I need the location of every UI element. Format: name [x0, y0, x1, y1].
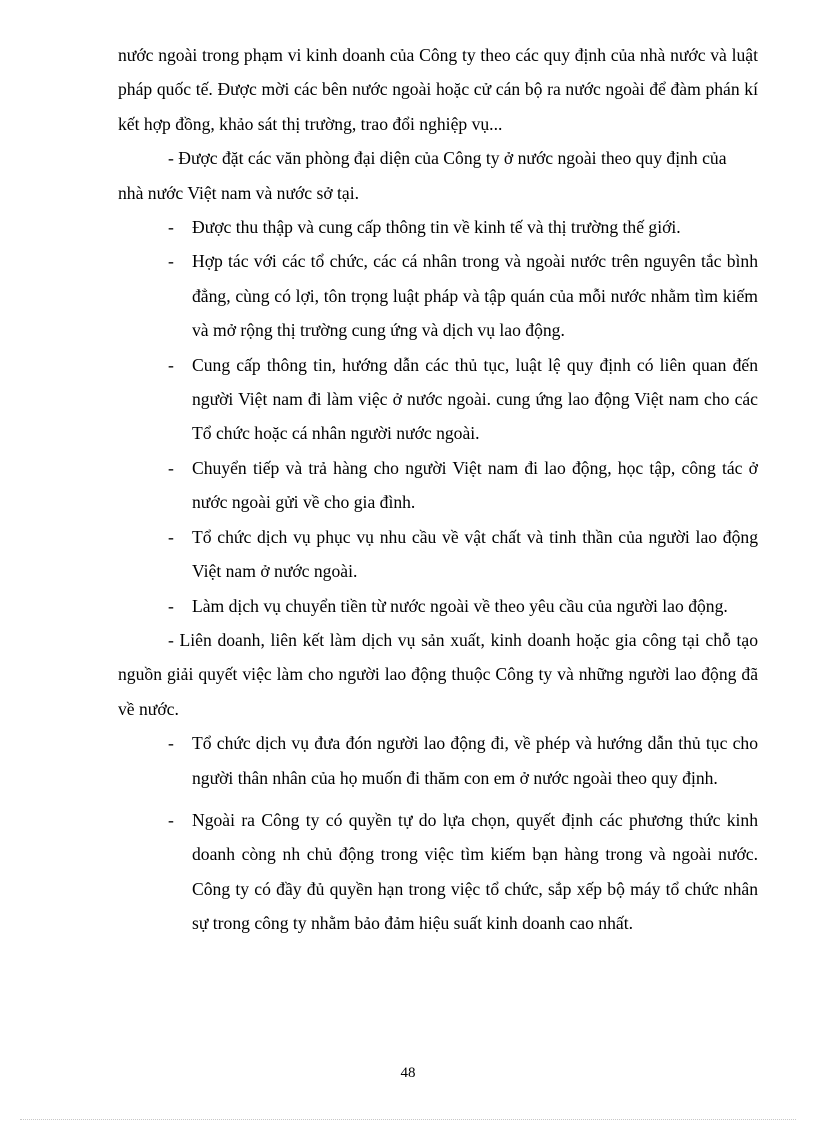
bullet-dash: -	[168, 457, 174, 478]
bullet-dash: -	[168, 217, 174, 238]
bullet-dash: -	[168, 251, 174, 272]
bullet-dash: -	[168, 733, 174, 754]
list-item-text: Tổ chức dịch vụ phục vụ nhu cầu về vật chất và tinh thần của người lao động Việt nam ở nước ngoài.	[192, 526, 758, 582]
list-item-text: Được thu thập và cung cấp thông tin về kinh tế và thị trường thế giới.	[192, 217, 681, 238]
list-item	[118, 726, 758, 795]
list-item	[118, 803, 758, 941]
bullet-dash: -	[168, 526, 174, 547]
document-body	[118, 38, 758, 941]
paragraph-continuation: nước ngoài trong phạm vi kinh doanh của Công ty theo các quy định của nhà nước và luật pháp quốc tế. Được mời các bên nước ngoài hoặc cử cán bộ ra nước ngoài để đàm phán kí kết hợp đồng, khảo sát thị trường, trao đổi nghiệp vụ...	[118, 45, 758, 134]
list-item	[118, 348, 758, 451]
list-item-text: Làm dịch vụ chuyển tiền từ nước ngoài về theo yêu cầu của người lao động.	[192, 595, 728, 616]
footer-divider	[20, 1119, 796, 1120]
list-item-text: Chuyển tiếp và trả hàng cho người Việt nam đi lao động, học tập, công tác ở nước ngoài gửi về cho gia đình.	[192, 457, 758, 513]
paragraph-representative-offices: - Được đặt các văn phòng đại diện của Công ty ở nước ngoài theo quy định của	[168, 148, 727, 169]
list-item	[118, 589, 758, 623]
bullet-dash: -	[168, 595, 174, 616]
page-number: 48	[400, 1065, 416, 1081]
list-item-text: Ngoài ra Công ty có quyền tự do lựa chọn, quyết định các phương thức kinh doanh còng nh chủ động trong việc tìm kiếm bạn hàng trong và ngoài nước. Công ty có đầy đủ quyền hạn trong việc tổ chức, sắp xếp bộ máy tổ chức nhân sự trong công ty nhằm bảo đảm hiệu suất kinh doanh cao nhất.	[192, 809, 758, 934]
bullet-dash: -	[168, 809, 174, 830]
list-item	[118, 210, 758, 244]
paragraph-continuation-2: nhà nước Việt nam và nước sở tại.	[118, 182, 360, 203]
list-item-text: Hợp tác với các tổ chức, các cá nhân trong và ngoài nước trên nguyên tắc bình đẳng, cùng có lợi, tôn trọng luật pháp và tập quán của mỗi nước nhằm tìm kiếm và mở rộng thị trường cung ứng và dịch vụ lao động.	[192, 251, 758, 341]
list-item	[118, 451, 758, 520]
list-item-text: Cung cấp thông tin, hướng dẫn các thủ tục, luật lệ quy định có liên quan đến người Việt nam đi làm việc ở nước ngoài. cung ứng lao động Việt nam cho các Tổ chức hoặc cá nhân người nước ngoài.	[192, 354, 758, 444]
list-item	[118, 244, 758, 347]
list-item	[118, 520, 758, 589]
list-item-text: Tổ chức dịch vụ đưa đón người lao động đi, về phép và hướng dẫn thủ tục cho người thân nhân của họ muốn đi thăm con em ở nước ngoài theo quy định.	[192, 733, 758, 788]
bullet-dash: -	[168, 354, 174, 375]
paragraph-joint-venture: - Liên doanh, liên kết làm dịch vụ sản xuất, kinh doanh hoặc gia công tại chỗ tạo nguồn giải quyết việc làm cho người lao động thuộc Công ty và những người lao động đã về nước.	[118, 629, 758, 719]
